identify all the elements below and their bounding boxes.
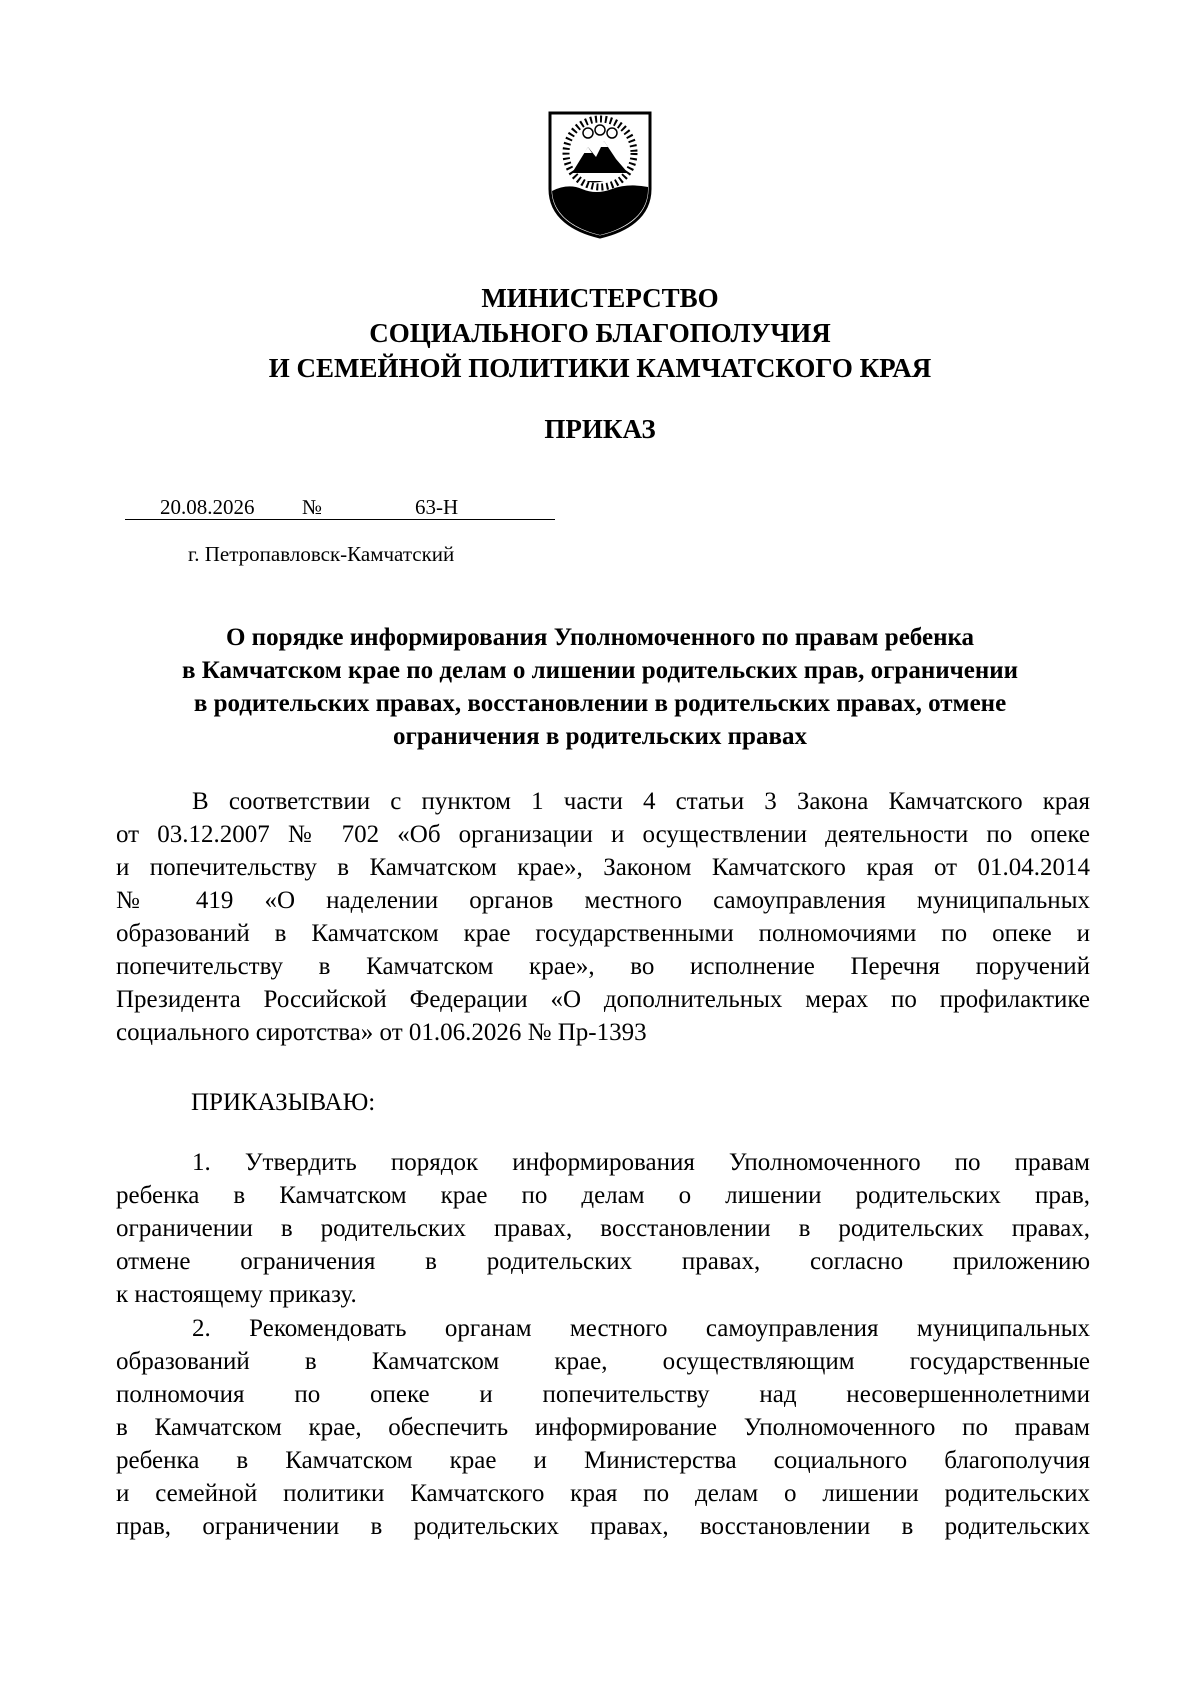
preamble-paragraph: [116, 785, 1090, 1049]
paragraph-line: Президента Российской Федерации «О дополнительных мерах по профилактике: [116, 986, 1090, 1013]
paragraph-line: В соответствии с пунктом 1 части 4 статьи 3 Закона Камчатского края: [192, 788, 1090, 815]
paragraph-line: 1. Утвердить порядок информирования Уполномоченного по правам: [192, 1149, 1090, 1176]
paragraph-line: попечительству в Камчатском крае», во исполнение Перечня поручений: [116, 953, 1090, 980]
document-title: [0, 621, 1200, 753]
document-type: ПРИКАЗ: [544, 414, 656, 444]
paragraph-line: образований в Камчатском крае государственными полномочиями по опеке и: [116, 920, 1090, 947]
paragraph-line: от 03.12.2007 № 702 «Об организации и осуществлении деятельности по опеке: [116, 821, 1090, 848]
ministry-line: МИНИСТЕРСТВО: [481, 283, 719, 313]
order-word: ПРИКАЗЫВАЮ:: [191, 1089, 376, 1116]
title-line: О порядке информирования Уполномоченного по правам ребенка: [225, 624, 975, 651]
document-number: 63-Н: [415, 495, 459, 519]
ministry-line: СОЦИАЛЬНОГО БЛАГОПОЛУЧИЯ: [369, 318, 831, 348]
paragraph-line: ребенка в Камчатском крае по делам о лишении родительских прав,: [116, 1182, 1090, 1209]
paragraph-line: и семейной политики Камчатского края по делам о лишении родительских: [116, 1480, 1090, 1507]
paragraph-line: № 419 «О наделении органов местного самоуправления муниципальных: [116, 887, 1090, 914]
underline: [125, 519, 555, 520]
paragraph-line: к настоящему приказу.: [116, 1281, 357, 1308]
coat-of-arms-emblem: [548, 111, 652, 239]
paragraph-line: образований в Камчатском крае, осуществляющим государственные: [116, 1348, 1090, 1375]
paragraph-line: прав, ограничении в родительских правах, восстановлении в родительских: [116, 1513, 1090, 1540]
item-2-paragraph: [116, 1312, 1090, 1543]
paragraph-line: 2. Рекомендовать органам местного самоуправления муниципальных: [192, 1315, 1090, 1342]
paragraph-line: социального сиротства» от 01.06.2026 № Пр-1393: [116, 1019, 647, 1046]
number-sign: №: [302, 495, 323, 519]
paragraph-line: полномочия по опеке и попечительству над несовершеннолетними: [116, 1381, 1090, 1408]
document-date: 20.08.2026: [160, 495, 255, 519]
title-line: в Камчатском крае по делам о лишении родительских прав, ограничении: [181, 657, 1019, 684]
paragraph-line: ребенка в Камчатском крае и Министерства социального благополучия: [116, 1447, 1090, 1474]
ministry-name: [0, 281, 1200, 386]
title-line: ограничения в родительских правах: [393, 723, 807, 750]
paragraph-line: ограничении в родительских правах, восстановлении в родительских правах,: [116, 1215, 1090, 1242]
paragraph-line: в Камчатском крае, обеспечить информирование Уполномоченного по правам: [116, 1414, 1090, 1441]
city-name: г. Петропавловск-Камчатский: [188, 542, 455, 566]
ministry-line: И СЕМЕЙНОЙ ПОЛИТИКИ КАМЧАТСКОГО КРАЯ: [268, 353, 932, 383]
title-line: в родительских правах, восстановлении в родительских правах, отмене: [193, 690, 1007, 717]
item-1-paragraph: [116, 1146, 1090, 1311]
paragraph-line: отмене ограничения в родительских правах, согласно приложению: [116, 1248, 1090, 1275]
paragraph-line: и попечительству в Камчатском крае», Законом Камчатского края от 01.04.2014: [116, 854, 1090, 881]
